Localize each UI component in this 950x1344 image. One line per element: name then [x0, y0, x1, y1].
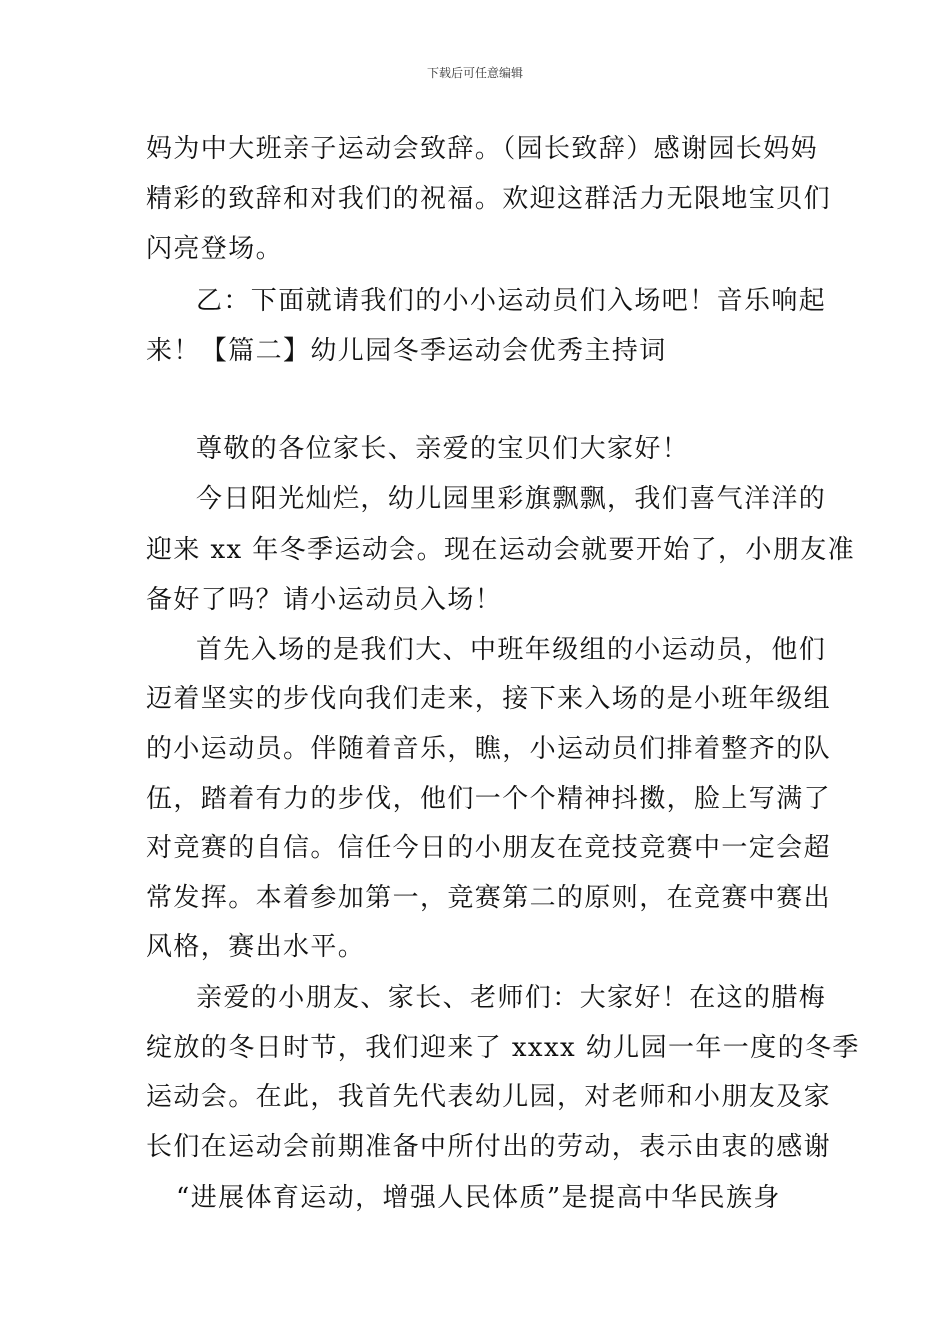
text-line: 精彩的致辞和对我们的祝福。欢迎这群活力无限地宝贝们	[146, 184, 832, 214]
text-line: 常发挥。本着参加第一，竞赛第二的原则，在竞赛中赛出	[146, 883, 832, 913]
text-line: 伍，踏着有力的步伐，他们一个个精神抖擞，脸上写满了	[146, 784, 832, 814]
text-line: 绽放的冬日时节，我们迎来了 xxxx 幼儿园一年一度的冬季	[146, 1033, 860, 1063]
text-line: 来！【篇二】幼儿园冬季运动会优秀主持词	[146, 336, 667, 366]
text-line: 闪亮登场。	[146, 234, 284, 264]
text-line: “进展体育运动，增强人民体质”是提高中华民族身	[176, 1183, 781, 1213]
text-line: 乙：下面就请我们的小小运动员们入场吧！音乐响起	[196, 286, 827, 316]
text-line: 首先入场的是我们大、中班年级组的小运动员，他们	[196, 635, 827, 665]
text-line: 妈为中大班亲子运动会致辞。（园长致辞）感谢园长妈妈	[146, 134, 819, 164]
text-line: 长们在运动会前期准备中所付出的劳动，表示由衷的感谢	[146, 1132, 832, 1162]
page-header: 下载后可任意编辑	[426, 66, 523, 80]
text-line: 迈着坚实的步伐向我们走来，接下来入场的是小班年级组	[146, 684, 832, 714]
text-line: 风格，赛出水平。	[146, 932, 366, 962]
text-line: 今日阳光灿烂，幼儿园里彩旗飘飘，我们喜气洋洋的	[196, 484, 827, 514]
text-line: 迎来 xx 年冬季运动会。现在运动会就要开始了，小朋友准	[146, 535, 856, 565]
text-line: 尊敬的各位家长、亲爱的宝贝们大家好！	[196, 434, 690, 464]
text-line: 的小运动员。伴随着音乐，瞧，小运动员们排着整齐的队	[146, 734, 832, 764]
text-line: 运动会。在此，我首先代表幼儿园，对老师和小朋友及家	[146, 1082, 832, 1112]
text-line: 对竞赛的自信。信任今日的小朋友在竞技竞赛中一定会超	[146, 833, 832, 863]
text-line: 备好了吗？请小运动员入场！	[146, 585, 503, 615]
text-line: 亲爱的小朋友、家长、老师们：大家好！在这的腊梅	[196, 983, 827, 1013]
